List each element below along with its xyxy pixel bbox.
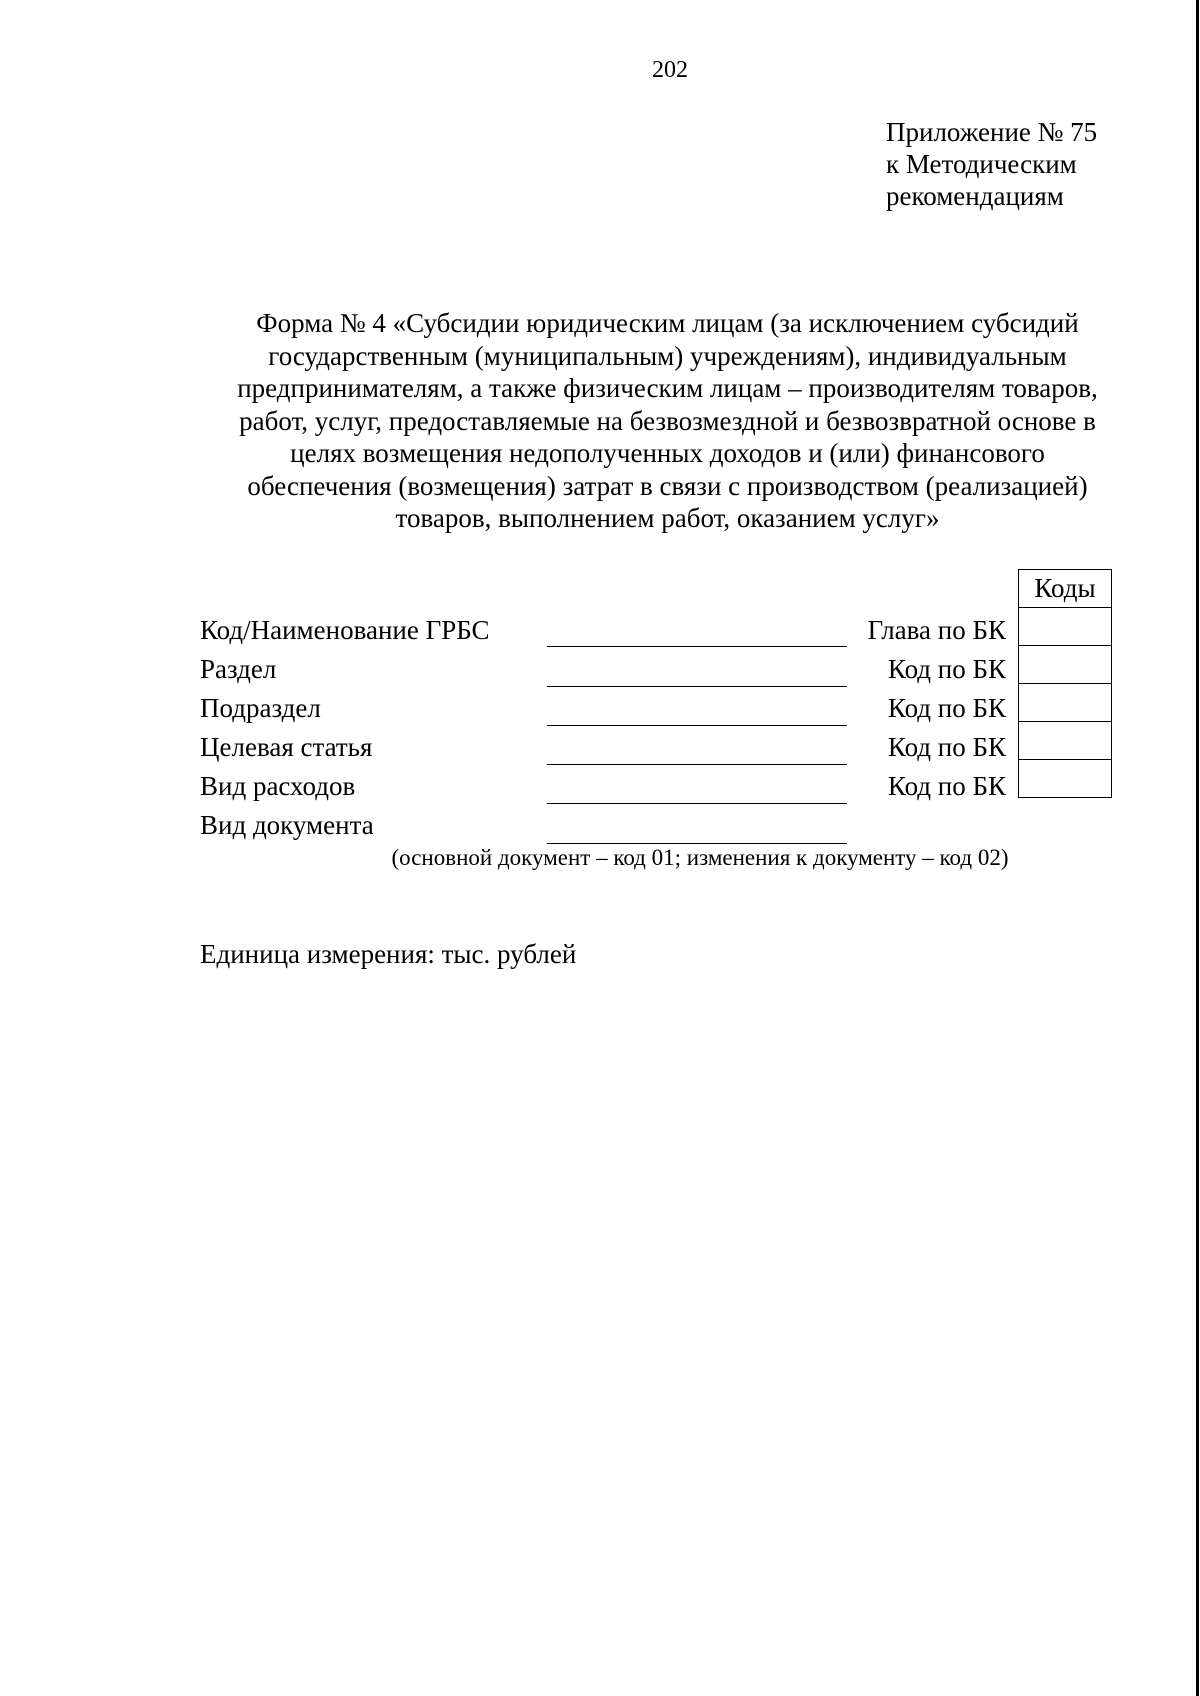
expense-type-label: Вид расходов [200, 771, 356, 801]
page-number: 202 [652, 57, 688, 83]
subsection-code-cell[interactable] [1019, 684, 1112, 722]
bk-chapter-label: Глава по БК [867, 615, 1006, 645]
grbs-label: Код/Наименование ГРБС [200, 615, 490, 645]
target-article-label: Целевая статья [200, 732, 373, 762]
chapter-code-cell[interactable] [1019, 608, 1112, 646]
unit-of-measure: Единица измерения: тыс. рублей [200, 939, 577, 969]
section-label: Раздел [200, 654, 277, 684]
codes-table [1018, 569, 1112, 798]
bk-code-label: Код по БК [887, 654, 1006, 684]
bk-code-label: Код по БК [887, 732, 1006, 762]
bk-code-label: Код по БК [887, 693, 1006, 723]
form-title-line: товаров, выполнением работ, оказанием услуг» [395, 503, 940, 533]
form-title-line: работ, услуг, предоставляемые на безвозмездной и безвозвратной основе в [239, 405, 1096, 436]
expense-type-field[interactable] [547, 803, 847, 804]
appendix-header [886, 116, 1097, 212]
section-field[interactable] [547, 686, 847, 687]
expense-type-code-cell[interactable] [1019, 760, 1112, 798]
subsection-label: Подраздел [200, 693, 321, 723]
appendix-line-3: рекомендациям [886, 181, 1064, 211]
form-title-line: обеспечения (возмещения) затрат в связи с производством (реализацией) [247, 470, 1088, 501]
grbs-field[interactable] [547, 646, 847, 647]
target-article-field[interactable] [547, 764, 847, 765]
document-type-note: (основной документ – код 01; изменения к документу – код 02) [391, 845, 1009, 870]
form-title-line: предпринимателям, а также физическим лицам – производителям товаров, [237, 373, 1098, 403]
document-type-label: Вид документа [200, 810, 374, 840]
bk-code-label: Код по БК [887, 771, 1006, 801]
form-title-line: Форма № 4 «Субсидии юридическим лицам (за исключением субсидий [256, 308, 1079, 338]
subsection-field[interactable] [547, 725, 847, 726]
target-article-code-cell[interactable] [1019, 722, 1112, 760]
appendix-line-1: Приложение № 75 [886, 117, 1098, 147]
codes-header: Коды [1019, 570, 1112, 608]
form-title-line: целях возмещения недополученных доходов и (или) финансового [290, 438, 1045, 468]
appendix-line-2: к Методическим [886, 149, 1077, 179]
section-code-cell[interactable] [1019, 646, 1112, 684]
form-title [205, 307, 1130, 535]
form-title-line: государственным (муниципальным) учреждениям), индивидуальным [268, 340, 1067, 371]
